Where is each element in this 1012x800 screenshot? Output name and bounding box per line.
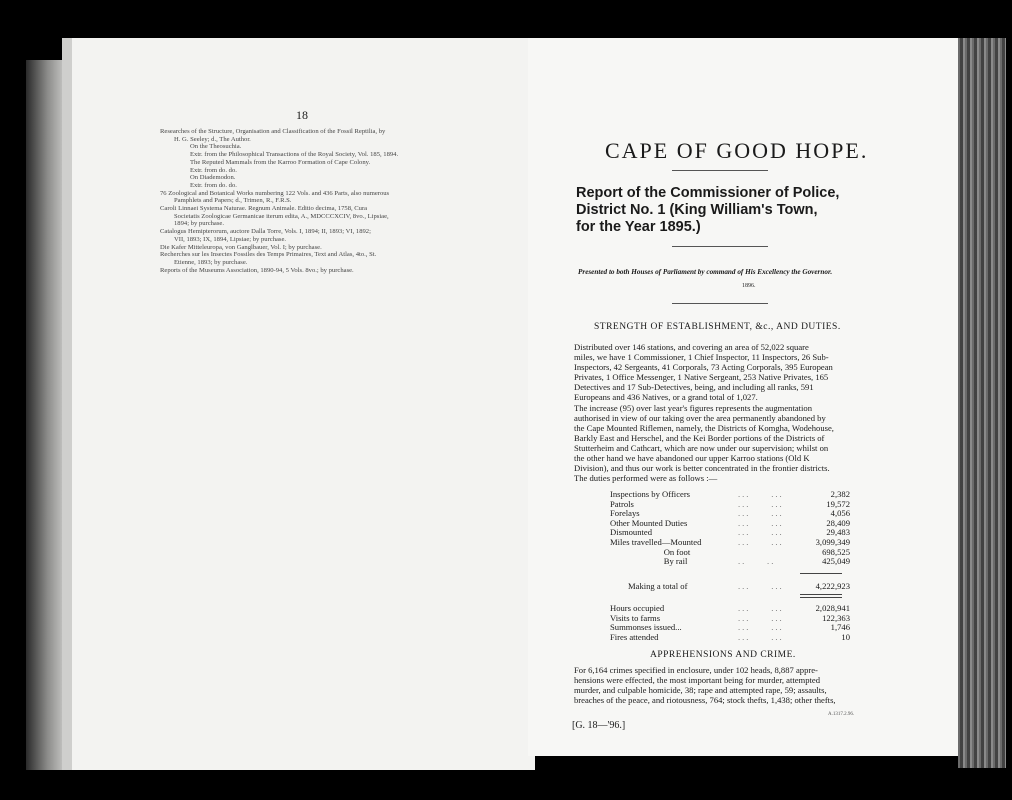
reference-line: VII, 1893; IX, 1894, Lipsiae; by purchase. (174, 235, 287, 243)
section-rule (672, 303, 768, 304)
duty-value: 122,363 (822, 612, 850, 623)
leader-dots: ... ... (738, 489, 784, 499)
duty-value: 10 (841, 631, 850, 642)
leader-dots: ... ... (738, 508, 784, 519)
leader-dots: ... ... (738, 527, 784, 538)
duty-label: By rail (610, 556, 688, 567)
paragraph-line: The duties performed were as follows :— (574, 473, 718, 484)
duties-table (610, 490, 850, 567)
reference-line: On Diademodon. (190, 174, 236, 182)
total-value: 4,222,923 (815, 581, 850, 591)
duty-label: Summonses issued... (610, 622, 682, 633)
paragraph-line: Division), and thus our work is better concentrated in the frontier districts. (574, 463, 830, 474)
reference-line: Pamphlets and Papers; d., Trimen, R., F.R.S. (174, 197, 292, 205)
reference-line: 1894; by purchase. (174, 220, 224, 228)
page-number: 18 (296, 108, 308, 122)
duty-label: Inspections by Officers (610, 489, 691, 499)
paragraph-line: authorised in view of our taking over the area permanently abandoned by (574, 412, 826, 423)
section-title-apprehensions: APPREHENSIONS AND CRIME. (650, 650, 796, 660)
report-title (576, 185, 896, 236)
leader-dots: ... ... (738, 517, 784, 528)
report-title-line: for the Year 1895.) (576, 219, 701, 235)
leader-dots: ... ... (738, 631, 784, 642)
leader-dots: ... ... (738, 581, 784, 591)
duty-label: Miles travelled—Mounted (610, 536, 702, 547)
sum-line-double-2 (800, 597, 842, 598)
reference-list (160, 128, 480, 274)
total-label: Making a total of (628, 581, 688, 591)
duty-row (610, 557, 850, 567)
title-rule (672, 246, 768, 247)
reference-line: Caroli Linnaei Systema Naturae. Regnum Animale. Editio decima, 1758, Cura (160, 205, 368, 213)
duty-value: 4,056 (830, 508, 850, 519)
paragraph-line: breaches of the peace, and riotousness, 764; stock thefts, 1,438; other thefts, (574, 695, 836, 706)
document-heading: CAPE OF GOOD HOPE. (605, 138, 869, 163)
duty-label: Dismounted (610, 527, 653, 538)
duty-value: 698,525 (822, 546, 850, 557)
paragraph-line: Barkly East and Herschel, and the Kei Border portions of the Districts of (574, 432, 825, 443)
duty-label: Patrols (610, 498, 634, 509)
duty-value: 29,483 (826, 527, 850, 538)
duty-value: 3,099,349 (815, 536, 850, 547)
paragraph-line: murder, and culpable homicide, 38; rape and attempted rape, 59; assaults, (574, 685, 827, 696)
leader-dots: ... ... (738, 603, 784, 613)
paragraph-line: Privates, 1 Office Messenger, 1 Native Sergeant, 253 Native Privates, 165 (574, 372, 829, 383)
duty-row (610, 633, 850, 643)
printer-mark: A.1317.2.96. (828, 712, 855, 717)
duty-row (610, 500, 850, 510)
paragraph-strength (574, 342, 880, 483)
duty-value: 425,049 (822, 556, 850, 567)
reference-line: Societatis Zoologicae Germanicae iterum edita, A., MDCCCXCIV, 8vo., Lipsiae, (174, 212, 389, 220)
report-title-line: District No. 1 (King William's Town, (576, 202, 818, 218)
leader-dots: ... ... (738, 622, 784, 633)
book-gutter-left (26, 60, 62, 770)
reference-line: 76 Zoological and Botanical Works numbering 122 Vols. and 436 Parts, also numerous (160, 189, 390, 197)
section-title-strength: STRENGTH OF ESTABLISHMENT, &c., AND DUTIES. (594, 322, 841, 332)
duty-label: Forelays (610, 508, 640, 519)
total-row (610, 582, 850, 592)
paragraph-line: Inspectors, 42 Sergeants, 41 Corporals, 73 Acting Corporals, 395 European (574, 362, 833, 373)
report-title-line: Report of the Commissioner of Police, (576, 185, 840, 201)
total-line (610, 582, 850, 592)
paragraph-line: miles, we have 1 Commissioner, 1 Chief Inspector, 11 Inspectors, 26 Sub- (574, 352, 829, 363)
reference-line: Reports of the Museums Association, 1890-94, 5 Vols. 8vo.; by purchase. (160, 266, 354, 274)
duty-value: 28,409 (826, 517, 850, 528)
paragraph-line: For 6,164 crimes specified in enclosure, under 102 heads, 8,887 appre- (574, 665, 818, 675)
footer-reference: [G. 18—'96.] (572, 720, 626, 731)
paragraph-line: Detectives and 17 Sub-Detectives, being, and including all ranks, 591 (574, 382, 814, 393)
sum-line (800, 573, 842, 574)
paragraph-line: hensions were effected, the most important being for murder, attempted (574, 675, 821, 686)
reference-line: The Reputed Mammals from the Karroo Formation of Cape Colony. (190, 158, 371, 166)
reference-line: Etienne, 1893; by purchase. (174, 258, 248, 266)
reference-line: Catalogus Hemipterorum, auctore Dalla Torre, Vols. I, 1894; II, 1893; VI, 1892; (160, 228, 371, 236)
reference-line: Recherches sur les Insectes Fossiles des Temps Primaires, Text and Atlas, 4to., St. (160, 251, 377, 259)
duty-label: Other Mounted Duties (610, 517, 688, 528)
leader-dots: ... ... (738, 498, 784, 509)
duty-label: Fires attended (610, 631, 659, 642)
reference-line: Extr. from do. do. (190, 166, 237, 174)
paragraph-line: Distributed over 146 stations, and covering an area of 52,022 square (574, 342, 809, 352)
leader-dots: ... ... (738, 612, 784, 623)
reference-line: On the Theosuchia. (190, 143, 242, 151)
duty-value: 19,572 (826, 498, 850, 509)
duty-value: 1,746 (830, 622, 850, 633)
duty-label: On foot (610, 546, 691, 557)
year-line: 1896. (742, 283, 756, 289)
reference-line: Extr. from the Philosophical Transactions of the Royal Society, Vol. 185, 1894. (190, 151, 399, 159)
reference-line: Researches of the Structure, Organisation and Classification of the Fossil Reptilia, by (160, 128, 386, 135)
duty-value: 2,382 (830, 489, 850, 499)
duties-table-2 (610, 604, 850, 642)
duty-label: Visits to farms (610, 612, 661, 623)
duty-value: 2,028,941 (815, 603, 850, 613)
reference-line: Die Kafer Mitteleuropa, von Ganglbauer, Vol. I; by purchase. (160, 243, 322, 251)
leader-dots: ... ... (738, 536, 784, 547)
paragraph-line: the other hand we have abandoned our upper Karroo stations (Old K (574, 453, 810, 464)
paragraph-apprehensions (574, 665, 880, 705)
paragraph-line: the Cape Mounted Riflemen, namely, the Districts of Komgha, Wodehouse, (574, 422, 834, 433)
paragraph-line: The increase (95) over last year's figures represents the augmentation (574, 402, 813, 413)
duty-row (610, 490, 850, 500)
book-edge-right (958, 38, 1006, 768)
reference-line: H. G. Seeley; d., The Author. (174, 135, 251, 143)
reference-line: Extr. from do. do. (190, 181, 237, 189)
paragraph-line: Stutterheim and Cathcart, which are now under our supervision; whilst on (574, 442, 829, 453)
paragraph-line: Europeans and 436 Natives, or a grand total of 1,027. (574, 392, 758, 403)
sum-line-double (800, 594, 842, 595)
presented-line: Presented to both Houses of Parliament by command of His Excellency the Governor. (578, 268, 833, 276)
duty-label: Hours occupied (610, 603, 665, 613)
heading-rule (672, 170, 768, 171)
leader-dots: .. .. (738, 556, 776, 567)
